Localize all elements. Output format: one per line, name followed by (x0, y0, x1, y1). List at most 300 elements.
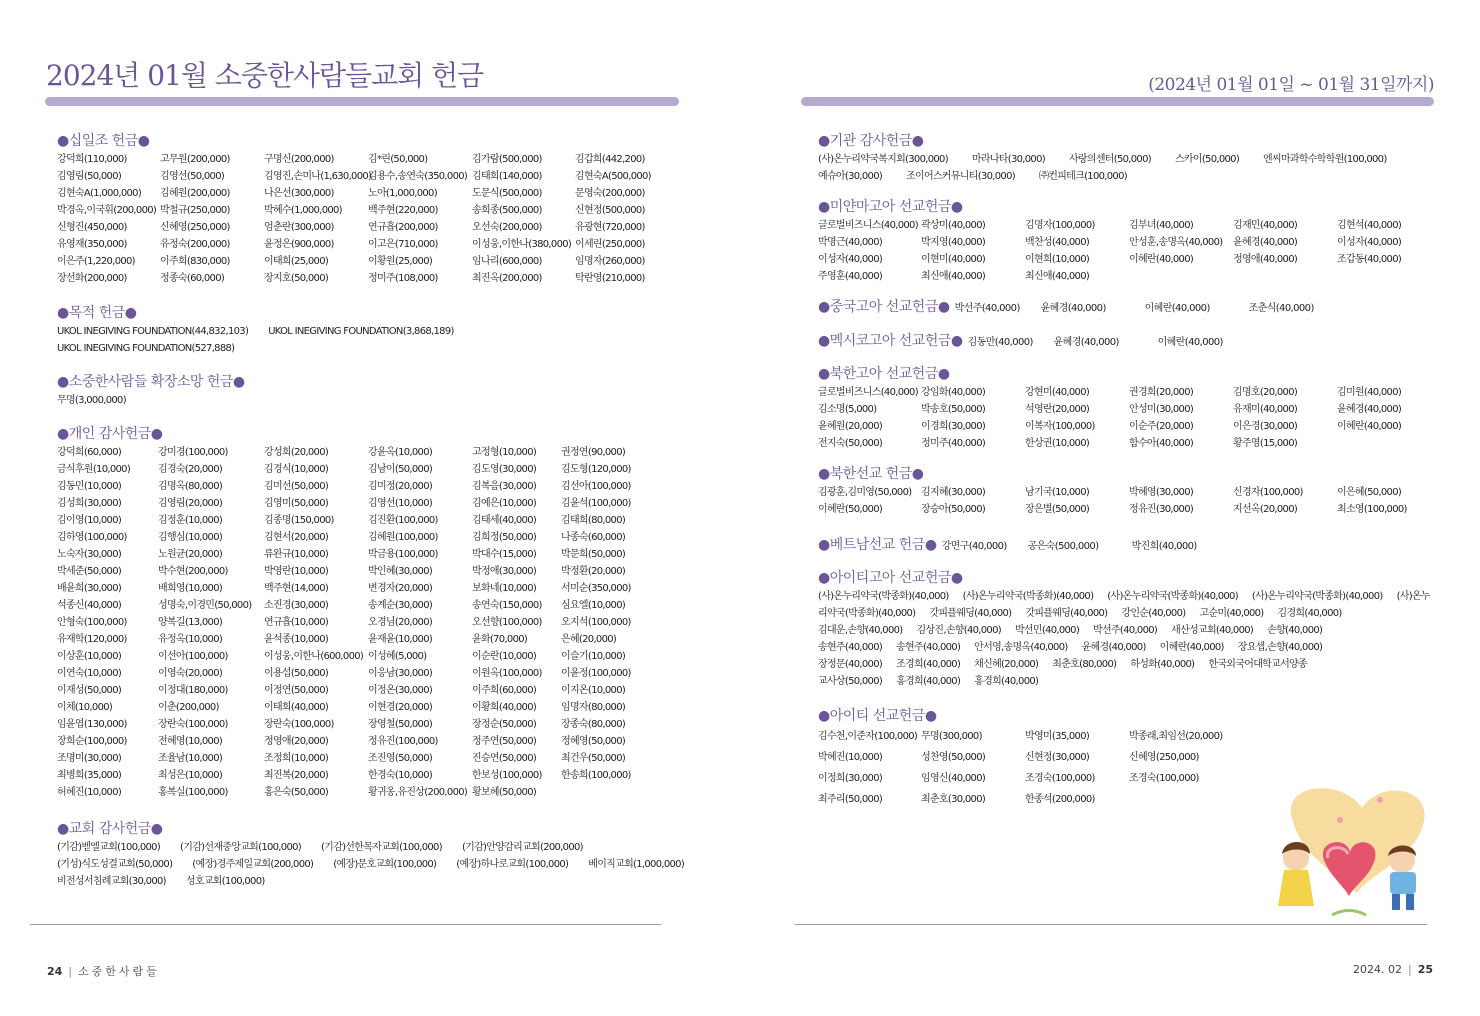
donor-entry: 최신애(40,000) (1025, 271, 1090, 282)
donor-entry: 박문희(50,000) (561, 549, 626, 560)
donor-entry: 이혜란(40,000) (1159, 642, 1224, 653)
donor-entry: ㈜컨피테크(100,000) (1038, 171, 1127, 182)
donor-entry: 김명자(100,000) (1025, 220, 1095, 231)
donor-entry: 비전성서침례교회(30,000) (57, 876, 166, 887)
china-section (818, 297, 1438, 319)
donor-entry: 정영애(40,000) (1233, 254, 1298, 265)
donor-entry: 이성자(40,000) (1337, 237, 1402, 248)
donor-entry: 장승아(50,000) (921, 504, 986, 515)
donor-entry: 남기국(10,000) (1025, 487, 1090, 498)
donor-entry: (사)온누리약국복지회(300,000) (818, 154, 948, 165)
donor-entry: 오경님(20,000) (368, 617, 433, 628)
donor-entry: 송현주(40,000) (896, 642, 961, 653)
donor-entry: 장정순(50,000) (472, 719, 537, 730)
donor-entry: 김영선(10,000) (368, 498, 433, 509)
vietnam-section (818, 535, 1438, 557)
donor-entry: 장란숙(100,000) (158, 719, 228, 730)
donor-entry: 안성훈,송명옥(40,000) (1129, 237, 1223, 248)
donor-entry: 조춘식(40,000) (1248, 303, 1314, 314)
section-title: ●개인 감사헌금● (57, 426, 163, 442)
donor-entry: 김영림(50,000) (57, 171, 122, 182)
myanmar-section (818, 197, 1438, 285)
donor-entry: 김명호(20,000) (1233, 387, 1298, 398)
donor-entry: 보화네(10,000) (472, 583, 537, 594)
donor-entry: 엄춘란(300,000) (264, 222, 334, 233)
donor-entry: 이정온(30,000) (368, 685, 433, 696)
donor-entry: 진승연(50,000) (472, 753, 537, 764)
donor-entry: 한송희(100,000) (561, 770, 631, 781)
donor-entry: 류완규(10,000) (264, 549, 329, 560)
donor-entry: 이혜란(40,000) (1157, 337, 1223, 348)
donor-entry: 김현숙A(1,000,000) (57, 188, 142, 199)
donor-entry: 성찬영(50,000) (921, 752, 986, 763)
donor-entry: 이영숙(20,000) (158, 668, 223, 679)
donor-entry: 김태희(140,000) (472, 171, 542, 182)
donor-entry: 김수천,이준자(100,000) (818, 731, 918, 742)
donor-entry: 김현서(20,000) (264, 532, 329, 543)
donor-entry: (예장)문호교회(100,000) (333, 859, 437, 870)
entry-row (818, 588, 1438, 605)
donor-entry: (기감)선재중앙교회(100,000) (180, 842, 301, 853)
donor-entry: 곽상미(40,000) (921, 220, 986, 231)
donor-entry: 김경숙(20,000) (158, 464, 223, 475)
couple-heart-illustration (1262, 778, 1437, 924)
donor-entry: 김영선(50,000) (160, 171, 225, 182)
donor-entry: 나은선(300,000) (264, 188, 334, 199)
donor-entry: 박선주(40,000) (954, 303, 1020, 314)
donor-entry: 공은숙(500,000) (1027, 541, 1099, 552)
donor-entry: 문영숙(200,000) (575, 188, 645, 199)
donor-entry: 이정대(180,000) (158, 685, 228, 696)
donor-entry: 최소영(100,000) (1337, 504, 1407, 515)
donor-entry: 오선향(100,000) (472, 617, 542, 628)
entry-row (818, 656, 1438, 673)
donor-entry: 박영미(35,000) (1025, 731, 1090, 742)
donor-entry: 송연숙(150,000) (472, 600, 542, 611)
tithe-list (57, 151, 677, 287)
donor-entry: 갓피플웨딩(40,000) (929, 608, 1012, 619)
donor-entry: 허혜진(10,000) (57, 787, 122, 798)
tithe-section (57, 131, 677, 287)
donor-entry: 박대수(15,000) (472, 549, 537, 560)
donor-entry: 윤정은(900,000) (264, 239, 334, 250)
entry-row (818, 151, 1438, 168)
donor-entry: 이주희(60,000) (472, 685, 537, 696)
section-title: ●아이티고아 선교헌금● (818, 570, 963, 586)
purpose-section (57, 303, 677, 357)
donor-entry: 최진복(20,000) (264, 770, 329, 781)
donor-entry: 이지온(10,000) (561, 685, 626, 696)
donor-entry: 김현석(40,000) (1337, 220, 1402, 231)
donor-entry: 박송호(50,000) (921, 404, 986, 415)
section-title: ●미얀마고아 선교헌금● (818, 199, 963, 215)
section-title: ●멕시코고아 선교헌금● 김동만(40,000) 윤혜경(40,000) 이혜란(40,000) (818, 331, 1438, 353)
donor-entry: 강덕희(110,000) (57, 154, 127, 165)
donor-entry: 장영철(50,000) (368, 719, 433, 730)
donor-entry: 유광현(720,000) (575, 222, 645, 233)
donor-entry: 김지혜(30,000) (921, 487, 986, 498)
donor-entry: 김종명(150,000) (264, 515, 334, 526)
expansion-list (57, 392, 677, 409)
tail-list (968, 337, 1262, 348)
donor-entry: 백주현(14,000) (264, 583, 329, 594)
donor-entry: 박경옥,이국휘(200,000) (57, 205, 157, 216)
donor-entry: 나종숙(60,000) (561, 532, 626, 543)
donor-entry: 장란숙(100,000) (264, 719, 334, 730)
donor-entry: 백찬성(40,000) (1025, 237, 1090, 248)
entry-row (57, 340, 677, 357)
donor-entry: 김소명(5,000) (818, 404, 877, 415)
donor-entry: 조경숙(100,000) (1129, 773, 1199, 784)
myanmar-list (818, 217, 1438, 285)
donor-entry: 이현미(40,000) (921, 254, 986, 265)
church-section (57, 819, 685, 890)
donor-entry: 스카이(50,000) (1174, 154, 1240, 165)
donor-entry: 유정옥(10,000) (158, 634, 223, 645)
donor-entry: 이정희(30,000) (818, 773, 883, 784)
donor-entry: 한보성(100,000) (472, 770, 542, 781)
donor-entry: 장정문(40,000) (818, 659, 883, 670)
personal-section (57, 424, 677, 801)
donor-entry: 이주희(830,000) (160, 256, 230, 267)
donor-entry: 베이직교회(1,000,000) (588, 859, 685, 870)
section-title: ●북한고아 선교헌금● (818, 366, 950, 382)
donor-entry: (예장)하나로교회(100,000) (456, 859, 569, 870)
donor-entry: 이태희(40,000) (264, 702, 329, 713)
entry-row (818, 673, 1438, 690)
section-title: ●북한선교 헌금● (818, 466, 924, 482)
donor-entry: 신현정(30,000) (1025, 752, 1090, 763)
donor-entry: 박세준(50,000) (57, 566, 122, 577)
donor-entry: 김미원(40,000) (1337, 387, 1402, 398)
donor-entry: 유정숙(200,000) (160, 239, 230, 250)
donor-entry: 박혜수(1,000,000) (264, 205, 342, 216)
donor-entry: 연규흡(10,000) (264, 617, 329, 628)
donor-entry: 이경희(30,000) (921, 421, 986, 432)
donor-entry: 탁란영(210,000) (575, 273, 645, 284)
donor-entry: (사)온누리약국(박종화)(40,000) (818, 591, 949, 602)
donor-entry: 김명옥(80,000) (158, 481, 223, 492)
donor-entry: 박혜진(10,000) (818, 752, 883, 763)
donor-entry: 이은혜(50,000) (1337, 487, 1402, 498)
donor-entry: 함수아(40,000) (1129, 438, 1194, 449)
donor-entry: 전지숙(50,000) (818, 438, 883, 449)
donor-entry: 최성은(10,000) (158, 770, 223, 781)
donor-entry: 석종신(40,000) (57, 600, 122, 611)
donor-entry: 최건우(50,000) (561, 753, 626, 764)
donor-entry: 정영애(20,000) (264, 736, 329, 747)
donor-entry: 윤석종(10,000) (264, 634, 329, 645)
donor-entry: 윤혜원(20,000) (818, 421, 883, 432)
section-title: ●베트남선교 헌금● 강면구(40,000) 공은숙(500,000) 박진희(40,000) (818, 535, 1438, 557)
donor-entry: 이연숙(10,000) (57, 668, 122, 679)
donor-entry: 변경자(20,000) (368, 583, 433, 594)
section-title: ●기관 감사헌금● (818, 133, 924, 149)
haiti-orphan-section (818, 568, 1438, 690)
donor-entry: 이춘(200,000) (158, 702, 219, 713)
org-list (818, 151, 1438, 185)
donor-entry: 김혜원(200,000) (160, 188, 230, 199)
tail-list (955, 303, 1353, 314)
donor-entry: 최주리(50,000) (818, 794, 883, 805)
donor-entry: (사)온누리약국(박종화)(40,000) (1251, 591, 1383, 602)
donor-entry: 임명자(260,000) (575, 256, 645, 267)
section-title: ●중국고아 선교헌금● 박선주(40,000) 윤혜경(40,000) 이혜란(40,000) 조춘식(40,000) (818, 297, 1438, 319)
donor-entry: (사)온누리약국(박종화)(40,000) (1107, 591, 1238, 602)
donor-entry: 한종석(200,000) (1025, 794, 1095, 805)
donor-entry: 윤혜경(40,000) (1053, 337, 1119, 348)
donor-entry: 손향(40,000) (1267, 625, 1323, 636)
donor-entry: 고무원(200,000) (160, 154, 230, 165)
magazine-name: 소중한사람들 (78, 965, 160, 978)
donor-entry: 주영훈(40,000) (818, 271, 883, 282)
donor-entry: 김태세(40,000) (472, 515, 537, 526)
title-underline-right (801, 97, 1434, 106)
nk-mission-section (818, 464, 1438, 518)
donor-entry: 임나리(600,000) (472, 256, 542, 267)
donor-entry: 이은경(30,000) (1233, 421, 1298, 432)
personal-list (57, 444, 677, 801)
donor-entry: 김이영(10,000) (57, 515, 122, 526)
donor-entry: 강면구(40,000) (941, 541, 1007, 552)
donor-entry: 고정형(10,000) (472, 447, 537, 458)
entry-row (57, 392, 677, 409)
donor-entry: 이순주(20,000) (1129, 421, 1194, 432)
donor-entry: 김정훈(10,000) (158, 515, 223, 526)
donor-entry: 백주현(220,000) (368, 205, 438, 216)
donor-entry: 정종숙(60,000) (160, 273, 225, 284)
donor-entry: 송계순(30,000) (368, 600, 433, 611)
section-title: ●아이티 선교헌금● (818, 708, 937, 724)
donor-entry: 김경희(40,000) (1277, 608, 1342, 619)
donor-entry: 최춘호(80,000) (1052, 659, 1117, 670)
footer-right: 2024. 02 | 25 (1352, 963, 1433, 976)
donor-entry: 글로벌비즈니스(40,000) (818, 387, 918, 398)
page-number-left: 24 (47, 965, 63, 978)
donor-entry: 은혜(20,000) (561, 634, 617, 645)
donor-entry: 장희순(100,000) (57, 736, 127, 747)
donor-entry: 노숙자(30,000) (57, 549, 122, 560)
donor-entry: (기감)안양감리교회(200,000) (461, 842, 583, 853)
donor-entry: 조이어스커뮤니티(30,000) (906, 171, 1015, 182)
donor-entry: 고순미(40,000) (1199, 608, 1264, 619)
donor-entry: 장지호(50,000) (264, 273, 329, 284)
donor-entry: 정혜영(50,000) (561, 736, 626, 747)
entry-row (57, 839, 677, 856)
donor-entry: 윤화(70,000) (472, 634, 528, 645)
donor-entry: 이복자(100,000) (1025, 421, 1095, 432)
donor-entry: 이윤정(100,000) (561, 668, 631, 679)
title-underline-left (45, 97, 679, 106)
donor-entry: 이세린(250,000) (575, 239, 645, 250)
donor-entry: UKOL INEGIVING FOUNDATION(3,868,189) (268, 326, 454, 337)
entry-row (818, 622, 1438, 639)
donor-entry: 오지석(100,000) (561, 617, 631, 628)
donor-entry: 이순란(10,000) (472, 651, 537, 662)
donor-entry: 김재민(40,000) (1233, 220, 1298, 231)
org-section (818, 131, 1438, 185)
donor-entry: 김미정(20,000) (368, 481, 433, 492)
entry-row (818, 639, 1438, 656)
nk-mission-list (818, 484, 1438, 518)
donor-entry: 한상권(10,000) (1025, 438, 1090, 449)
donor-entry: 안형숙(100,000) (57, 617, 127, 628)
donor-entry: 김도형(120,000) (561, 464, 631, 475)
donor-entry: 강인순(40,000) (1121, 608, 1186, 619)
donor-entry: (기성)식도성결교회(50,000) (57, 859, 173, 870)
donor-entry: 조경희(40,000) (896, 659, 961, 670)
donor-entry: 조정희(10,000) (264, 753, 329, 764)
donor-entry: 홍복실(100,000) (158, 787, 228, 798)
donor-entry: 김태희(80,000) (561, 515, 626, 526)
donor-entry: 김상진,손향(40,000) (916, 625, 1001, 636)
entry-row (818, 605, 1438, 622)
donor-entry: 김광훈,김미영(50,000) (818, 487, 912, 498)
donor-entry: 김윤석(100,000) (561, 498, 631, 509)
section-title: ●교회 감사헌금● (57, 821, 163, 837)
donor-entry: 김대운,손향(40,000) (818, 625, 903, 636)
donor-entry: 조율남(10,000) (158, 753, 223, 764)
donor-entry: 박금용(100,000) (368, 549, 438, 560)
entry-row (57, 856, 685, 873)
donor-entry: 장선화(200,000) (57, 273, 127, 284)
donor-entry: 정유진(100,000) (368, 736, 438, 747)
donor-entry: 강성희(20,000) (264, 447, 329, 458)
donor-entry: 김복음(30,000) (472, 481, 537, 492)
donor-entry: 김용수,송연숙(350,000) (368, 171, 468, 182)
donor-entry: 권정연(90,000) (561, 447, 626, 458)
donor-entry: 신경자(100,000) (1233, 487, 1303, 498)
donor-entry: 조경숙(100,000) (1025, 773, 1095, 784)
donor-entry: 윤혜경(40,000) (1081, 642, 1146, 653)
donor-entry: 하성화(40,000) (1130, 659, 1195, 670)
section-title: ●십일조 헌금● (57, 133, 150, 149)
date-range: (2024년 01월 01일 ~ 01월 31일까지) (1148, 75, 1434, 95)
donor-entry: 장종숙(80,000) (561, 719, 626, 730)
donor-entry: 이현희(10,000) (1025, 254, 1090, 265)
donor-entry: 한경숙(10,000) (368, 770, 433, 781)
donor-entry: 구명신(200,000) (264, 154, 334, 165)
donor-entry: 박철규(250,000) (160, 205, 230, 216)
donor-entry: 유영재(350,000) (57, 239, 127, 250)
donor-entry: 박정환(20,000) (561, 566, 626, 577)
donor-entry: 신혜영(250,000) (160, 222, 230, 233)
tail-list (942, 541, 1236, 552)
donor-entry: 금식후원(10,000) (57, 464, 131, 475)
donor-entry: 연규흡(200,000) (368, 222, 438, 233)
donor-entry: 이황희(40,000) (472, 702, 537, 713)
donor-entry: 신형진(450,000) (57, 222, 127, 233)
donor-entry: 박진희(40,000) (1131, 541, 1197, 552)
donor-entry: 김영진,손미나(1,630,000) (264, 171, 372, 182)
donor-entry: 유재학(120,000) (57, 634, 127, 645)
donor-entry: 한국외국어대학교서양종 (1208, 659, 1307, 670)
donor-entry: 리약국(박종화)(40,000) (818, 608, 916, 619)
donor-entry: 이상훈(10,000) (57, 651, 122, 662)
donor-entry: 이혜란(50,000) (818, 504, 883, 515)
donor-entry: 박명근(40,000) (818, 237, 883, 248)
donor-entry: 김영미(50,000) (264, 498, 329, 509)
donor-entry: 임명자(80,000) (561, 702, 626, 713)
section-title: ●소중한사람들 확장소망 헌금● (57, 374, 245, 390)
donor-entry: (기감)벧엘교회(100,000) (57, 842, 161, 853)
donor-entry: UKOL INEGIVING FOUNDATION(527,888) (57, 343, 235, 354)
donor-entry: 홍은숙(50,000) (264, 787, 329, 798)
donor-entry: 강현미(40,000) (1025, 387, 1090, 398)
donor-entry: 김가람(500,000) (472, 154, 542, 165)
donor-entry: 사랑의센터(50,000) (1068, 154, 1151, 165)
footer-line-right (795, 924, 1427, 925)
purpose-list (57, 323, 677, 357)
donor-entry: 정미주(40,000) (921, 438, 986, 449)
donor-entry: 조진영(50,000) (368, 753, 433, 764)
donor-entry: 윤혜경(40,000) (1233, 237, 1298, 248)
donor-entry: 김현숙A(500,000) (575, 171, 651, 182)
donor-entry: 예슈아(30,000) (818, 171, 883, 182)
donor-entry: 박선민(40,000) (1014, 625, 1080, 636)
donor-entry: 김성희(30,000) (57, 498, 122, 509)
donor-entry: 임영신(40,000) (921, 773, 986, 784)
donor-entry: 강윤옥(10,000) (368, 447, 433, 458)
donor-entry: 박인혜(30,000) (368, 566, 433, 577)
donor-entry: 조명미(30,000) (57, 753, 122, 764)
donor-entry: 김미선(50,000) (264, 481, 329, 492)
donor-entry: 장요셉,손향(40,000) (1237, 642, 1323, 653)
donor-entry: 이은주(1,220,000) (57, 256, 135, 267)
donor-entry: 이용섭(50,000) (264, 668, 329, 679)
donor-entry: 교사상(50,000) (818, 676, 883, 687)
section-title: ●목적 헌금● (57, 305, 137, 321)
page-title: 2024년 01월 소중한사람들교회 헌금 (46, 59, 484, 92)
donor-entry: 김갑희(442,200) (575, 154, 645, 165)
donor-entry: 조갑동(40,000) (1337, 254, 1402, 265)
donor-entry: 김예은(10,000) (472, 498, 537, 509)
donor-entry: 홍경희(40,000) (896, 676, 961, 687)
donor-entry: 지선옥(20,000) (1233, 504, 1298, 515)
donor-entry: 성명숙,이경민(50,000) (158, 600, 252, 611)
donor-entry: 윤혜경(40,000) (1040, 303, 1106, 314)
donor-entry: 안성미(30,000) (1129, 404, 1194, 415)
donor-entry: 서미순(350,000) (561, 583, 631, 594)
donor-entry: 박수현(200,000) (158, 566, 228, 577)
donor-entry: 김도영(30,000) (472, 464, 537, 475)
donor-entry: 채신혜(20,000) (974, 659, 1039, 670)
donor-entry: 정유진(30,000) (1129, 504, 1194, 515)
donor-entry: 김선아(100,000) (561, 481, 631, 492)
donor-entry: 송희종(500,000) (472, 205, 542, 216)
haiti-orphan-list (818, 588, 1438, 690)
donor-entry: 이현경(20,000) (368, 702, 433, 713)
donor-entry: 이성자(40,000) (818, 254, 883, 265)
donor-entry: 엔씨마과학수학학원(100,000) (1263, 154, 1387, 165)
donor-entry: 강덕희(60,000) (57, 447, 122, 458)
donor-entry: 유재미(40,000) (1233, 404, 1298, 415)
donor-entry: 글로벌비즈니스(40,000) (818, 220, 918, 231)
donor-entry: 박선주(40,000) (1093, 625, 1158, 636)
donor-entry: 무명(3,000,000) (57, 395, 126, 406)
donor-entry: 이성웅,이한나(600,000) (264, 651, 364, 662)
footer-line-left (30, 924, 661, 925)
donor-entry: 이혜란(40,000) (1144, 303, 1210, 314)
donor-entry: 이슬기(10,000) (561, 651, 626, 662)
donor-entry: 김하영(100,000) (57, 532, 127, 543)
donor-entry: 박지영(40,000) (921, 237, 986, 248)
donor-entry: 새산성교회(40,000) (1171, 625, 1254, 636)
donor-entry: 노원균(20,000) (158, 549, 223, 560)
donor-entry: 이체(10,000) (57, 702, 113, 713)
donor-entry: 권경희(20,000) (1129, 387, 1194, 398)
donor-entry: 오선숙(200,000) (472, 222, 542, 233)
